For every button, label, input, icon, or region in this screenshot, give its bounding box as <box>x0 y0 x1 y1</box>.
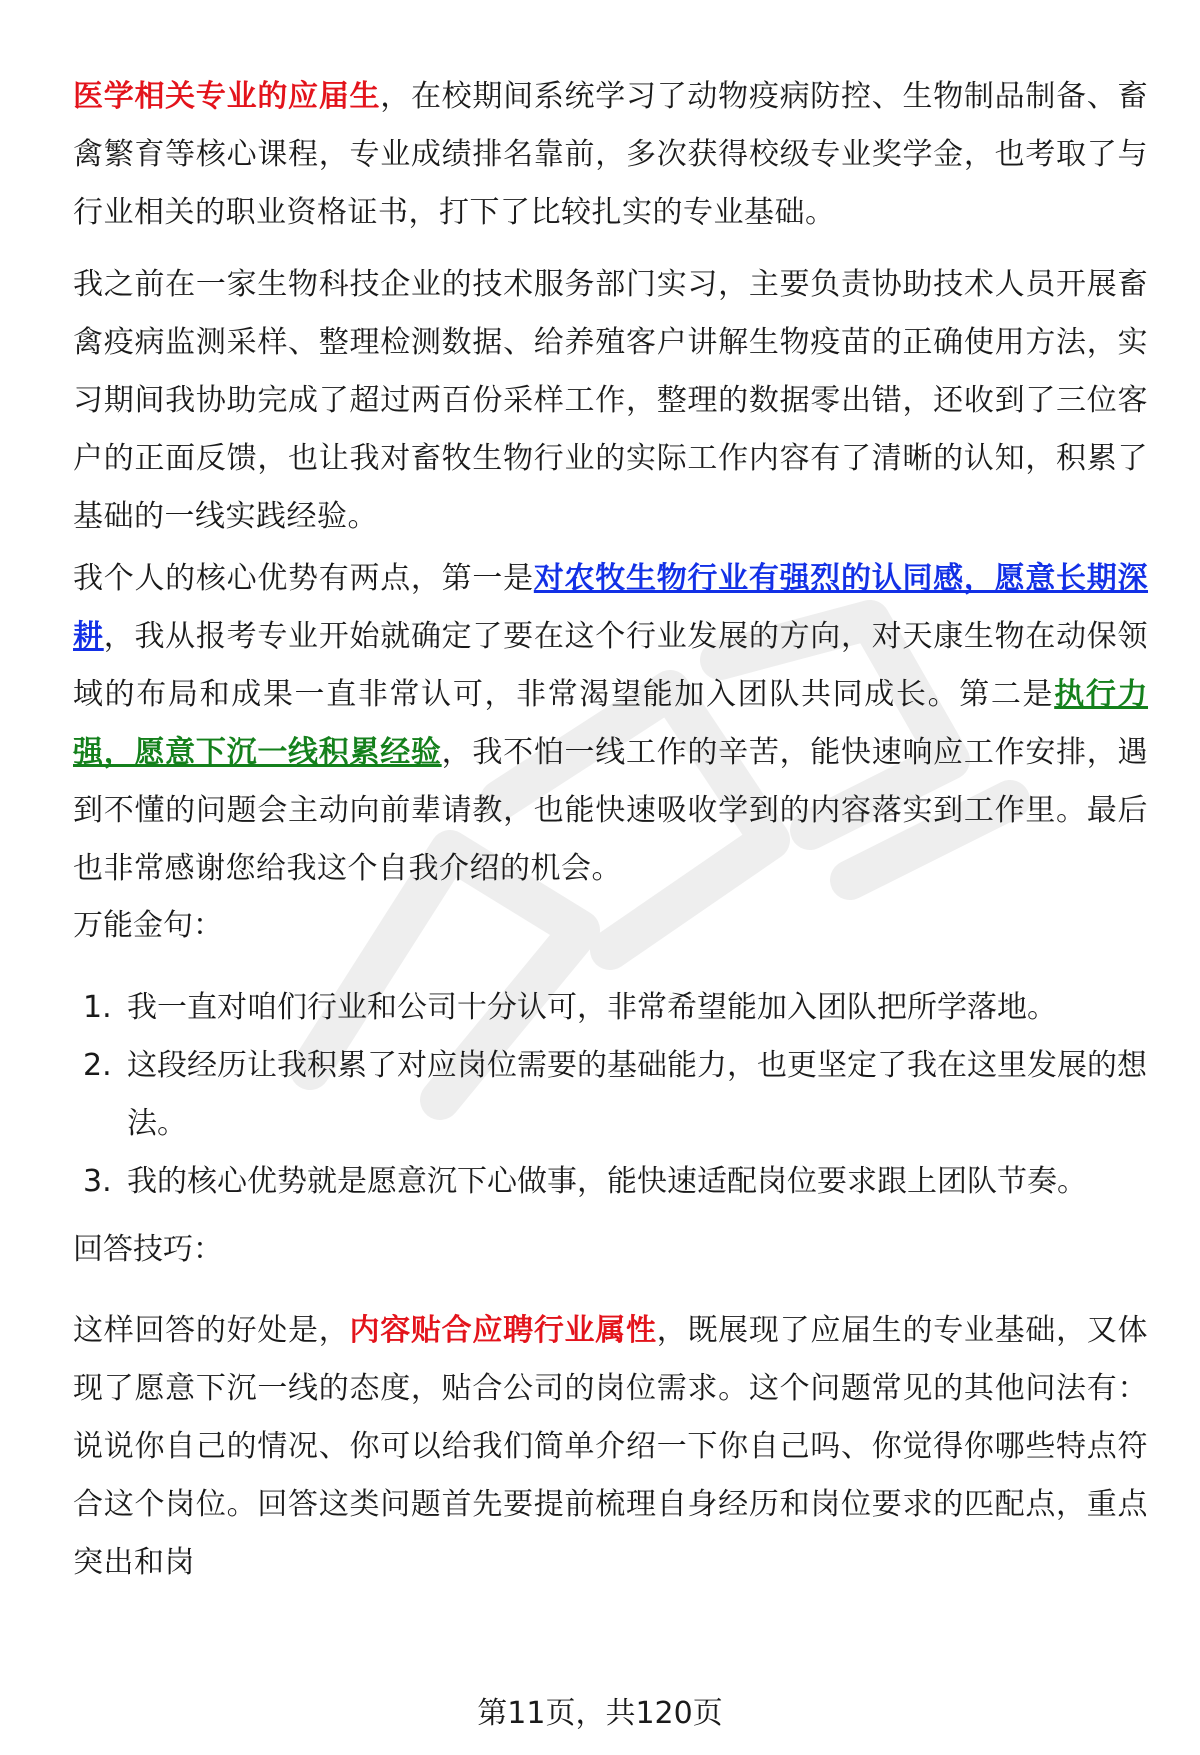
paragraph-education <box>73 68 1148 242</box>
golden-sentences-label: 万能金句： <box>73 908 223 943</box>
cropped-top-line <box>73 0 1148 58</box>
answer-tips-label: 回答技巧： <box>73 1232 223 1267</box>
highlight-execution: 执行力强，愿意下沉一线积累经验 <box>73 677 1149 770</box>
paragraph-education-text: ，在校期间系统学习了动物疫病防控、生物制品制备、畜禽繁育等核心课程，专业成绩排名靠前，多次获得校级专业奖学金，也考取了与行业相关的职业资格证书，打下了比较扎实的专业基础。 <box>73 79 1149 230</box>
list-number: 1. <box>83 990 112 1025</box>
list-item-text: 这段经历让我积累了对应岗位需要的基础能力，也更坚定了我在这里发展的想法。 <box>127 1048 1147 1141</box>
page-number-footer: 第11页，共120页 <box>477 1696 723 1731</box>
tips-intro: 这样回答的好处是， <box>73 1313 350 1348</box>
list-number: 2. <box>83 1048 112 1083</box>
list-item <box>73 979 1148 1037</box>
highlight-industry-identity: 对农牧生物行业有强烈的认同感，愿意长期深耕 <box>73 561 1149 654</box>
strengths-intro: 我个人的核心优势有两点，第一是 <box>73 561 534 596</box>
list-item-text: 我的核心优势就是愿意沉下心做事，能快速适配岗位要求跟上团队节奏。 <box>127 1164 1087 1199</box>
strengths-end: ，我不怕一线工作的辛苦，能快速响应工作安排，遇到不懂的问题会主动向前辈请教，也能快速吸收学到的内容落实到工作里。最后也非常感谢您给我这个自我介绍的机会。 <box>73 735 1149 886</box>
list-item <box>73 1037 1148 1153</box>
highlight-industry-fit: 内容贴合应聘行业属性 <box>349 1313 657 1348</box>
list-item <box>73 1153 1148 1211</box>
highlight-graduate: 医学相关专业的应届生 <box>73 79 381 114</box>
paragraph-internship: 我之前在一家生物科技企业的技术服务部门实习，主要负责协助技术人员开展畜禽疫病监测采样、整理检测数据、给养殖客户讲解生物疫苗的正确使用方法，实习期间我协助完成了超过两百份采样工作，整理的数据零出错，还收到了三位客户的正面反馈，也让我对畜牧生物行业的实际工作内容有了清晰的认知，积累了基础的一线实践经验。 <box>73 267 1148 534</box>
paragraph-tips <box>73 1302 1148 1692</box>
golden-sentences-list <box>73 979 1148 1211</box>
paragraph-strengths <box>73 550 1148 898</box>
list-number: 3. <box>83 1164 112 1199</box>
tips-text: ，既展现了应届生的专业基础，又体现了愿意下沉一线的态度，贴合公司的岗位需求。这个问题常见的其他问法有：说说你自己的情况、你可以给我们简单介绍一下你自己吗、你觉得你哪些特点符合这个岗位。回答这类问题首先要提前梳理自身经历和岗位要求的匹配点，重点突出和岗 <box>73 1313 1148 1580</box>
strengths-mid: ，我从报考专业开始就确定了要在这个行业发展的方向，对天康生物在动保领域的布局和成果一直非常认可，非常渴望能加入团队共同成长。第二是 <box>73 619 1149 712</box>
list-item-text: 我一直对咱们行业和公司十分认可，非常希望能加入团队把所学落地。 <box>127 990 1057 1025</box>
